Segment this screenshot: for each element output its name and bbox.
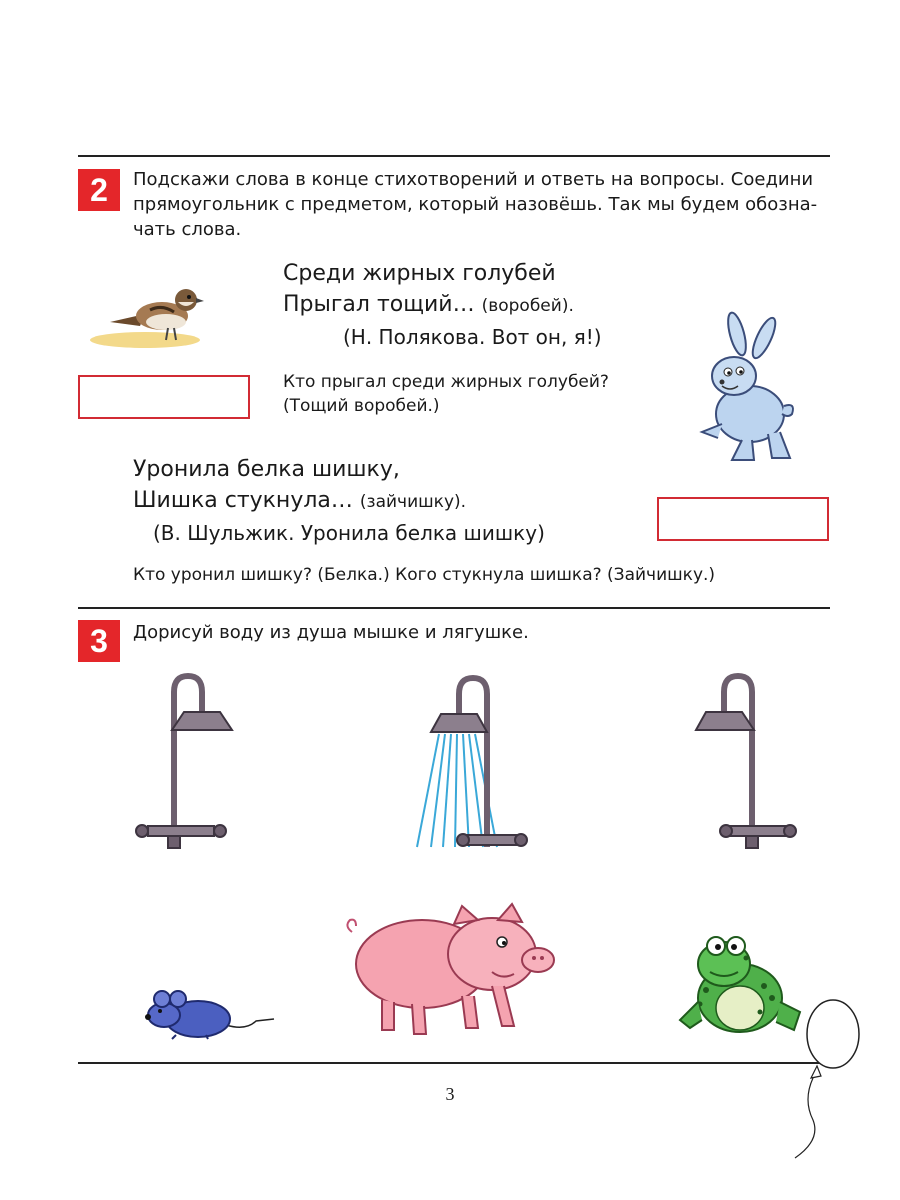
poem1-line2-text: Прыгал тощий… [283, 292, 475, 317]
top-rule [78, 155, 830, 157]
poem1-line2 [283, 289, 602, 322]
poem1-answer: (воробей). [481, 296, 574, 316]
poem2-line1: Уронила белка шишку, [133, 457, 400, 482]
section-rule [78, 607, 830, 609]
task2-instruction-line: Подскажи слова в конце стихотворений и ответь на вопросы. Соедини [133, 169, 814, 190]
frog-icon [676, 932, 806, 1042]
question1 [283, 370, 609, 418]
question1-line2: (Тощий воробей.) [283, 396, 440, 416]
hare-icon [692, 314, 802, 464]
shower-icon [128, 670, 238, 860]
poem2-line2 [133, 485, 545, 518]
task2-instruction-line: прямоугольник с предметом, который назовёшь. Так мы будем обозна- [133, 194, 818, 215]
poem1 [283, 258, 602, 353]
balloon-icon [795, 1000, 865, 1160]
shower-with-water-icon [425, 672, 545, 862]
question2: Кто уронил шишку? (Белка.) Кого стукнула шишка? (Зайчишку.) [133, 565, 716, 585]
task-number-3: 3 [78, 620, 120, 662]
task-number-2: 2 [78, 169, 120, 211]
poem2-answer: (зайчишку). [359, 492, 467, 512]
poem1-author: (Н. Полякова. Вот он, я!) [343, 325, 602, 349]
pig-icon [342, 902, 562, 1042]
page-number: 3 [445, 1084, 455, 1104]
task2-instruction-line: чать слова. [133, 219, 242, 240]
answer-box-1[interactable] [78, 375, 250, 419]
question1-line1: Кто прыгал среди жирных голубей? [283, 372, 609, 392]
task2-instruction [133, 167, 833, 242]
task3-instruction: Дорисуй воду из душа мышке и лягушке. [133, 622, 529, 643]
poem2-author: (В. Шульжик. Уронила белка шишку) [153, 521, 545, 545]
poem1-line1: Среди жирных голубей [283, 261, 556, 286]
bottom-rule [78, 1062, 830, 1064]
poem2-line2-text: Шишка стукнула… [133, 488, 353, 513]
poem2 [133, 454, 545, 549]
sparrow-icon [100, 280, 210, 350]
mouse-icon [136, 985, 276, 1045]
shower-icon [696, 670, 806, 860]
answer-box-2[interactable] [657, 497, 829, 541]
